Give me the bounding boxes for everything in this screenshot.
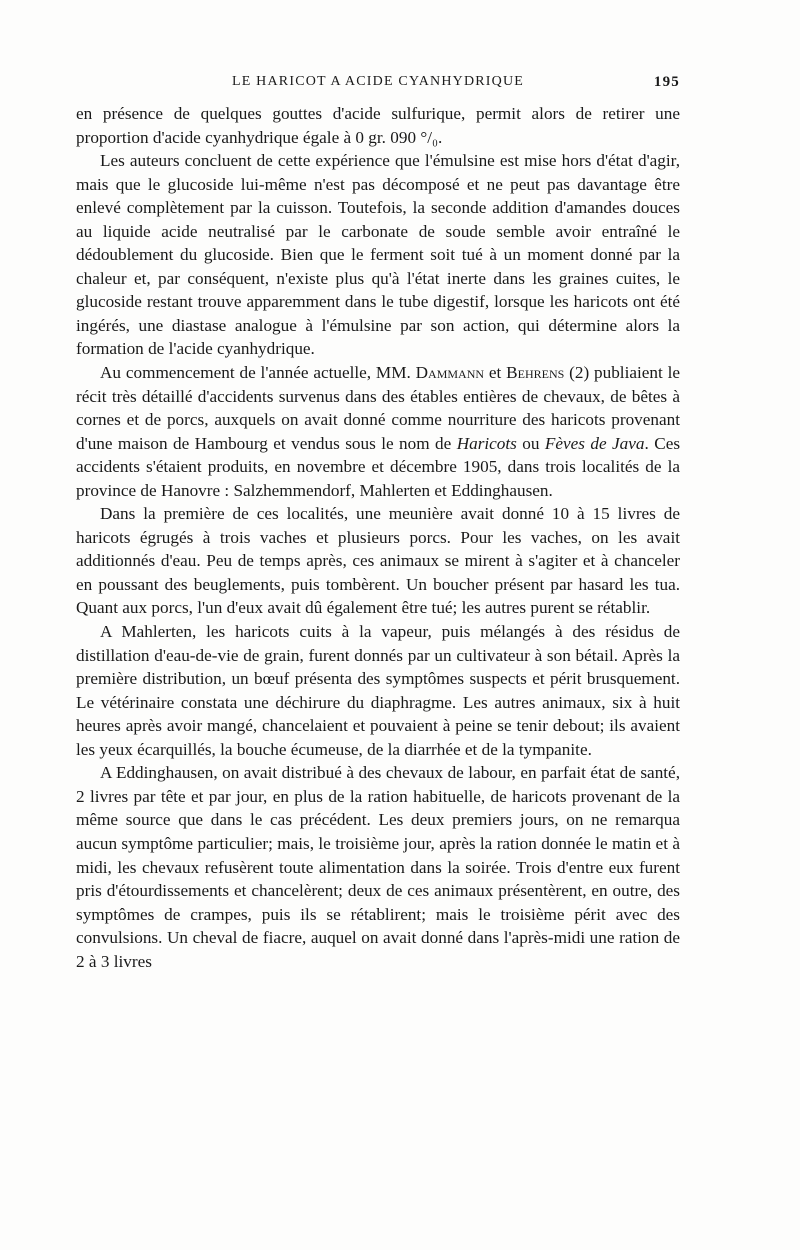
- body-text: [76, 102, 680, 973]
- text-run: . Ces accidents s'étaient produits, en novembre et décembre 1905, dans trois localités de la province de Hanovre : Salzhemmendorf, Mahlerten et Eddinghausen.: [76, 433, 681, 500]
- paragraph-eddinghausen: A Eddinghausen, on avait distribué à des chevaux de labour, en parfait état de santé, 2 livres par tête et par jour, en plus de la ration habituelle, de haricots provenant de la même source que dans le cas précédent. Les deux premiers jours, on ne remarqua aucun symptôme particulier; mais, le troisième jour, après la ration donnée le matin et à midi, les chevaux refusèrent toute alimentation dans la soirée. Trois d'entre eux furent pris d'étourdissements et chancelèrent; deux de ces animaux présentèrent, en outre, des symptômes de crampes, puis ils se rétablirent; mais le troisième périt avec des convulsions. Un cheval de fiacre, auquel on avait donné dans l'après-midi une ration de 2 à 3 livres: [76, 763, 680, 971]
- italic-term-feves-de-java: Fèves de Java: [544, 433, 645, 453]
- italic-term-haricots: Haricots: [456, 433, 517, 453]
- paragraph-authors-conclusion: Les auteurs concluent de cette expérience que l'émulsine est mise hors d'état d'agir, mais que le glucoside lui-même n'est pas décomposé et ne peut pas davantage être enlevé complètement par la cuisson. Toutefois, la seconde addition d'amandes douces au liquide acide neutralisé par le carbonate de soude semble avoir entraîné le dédoublement du glucoside. Bien que le ferment soit tué à un moment donné par la chaleur et, par conséquent, n'existe plus qu'à l'état inerte dans les graines cuites, le glucoside restant trouve apparemment dans le tube digestif, lorsque les haricots ont été ingérés, une diastase analogue à l'émulsine par son action, qui détermine alors la formation de l'acide cyanhydrique.: [76, 151, 680, 359]
- paragraph-dammann-behrens: [76, 361, 680, 502]
- running-header: [76, 74, 680, 96]
- text-run: Au commencement de l'année actuelle, MM.: [100, 363, 416, 383]
- paragraph-continuation: en présence de quelques gouttes d'acide sulfurique, permit alors de retirer une proportion d'acide cyanhydrique égale à 0 gr. 090 °/₀.: [76, 104, 680, 147]
- page-number: 195: [653, 74, 680, 90]
- text-run: (2) publiaient le récit très détaillé d'accidents survenus dans des étables entières de chevaux, de bêtes à cornes et de porcs, auxquels on avait donné comme nourriture des haricots provenant d'une maison de Hambourg et vendus sous le nom de: [76, 363, 681, 453]
- paragraph-first-locality: Dans la première de ces localités, une meunière avait donné 10 à 15 livres de haricots égrugés à trois vaches et plusieurs porcs. Pour les vaches, on les avait additionnés d'eau. Peu de temps après, ces animaux se mirent à s'agiter et à chanceler en poussant des beuglements, puis tombèrent. Un boucher présent par hasard les tua. Quant aux porcs, l'un d'eux avait dû également être tué; les autres purent se rétablir.: [76, 504, 680, 618]
- author-name-behrens: Behrens: [506, 363, 565, 383]
- paragraph-mahlerten: A Mahlerten, les haricots cuits à la vapeur, puis mélangés à des résidus de distillation d'eau-de-vie de grain, furent donnés par un cultivateur à son bétail. Après la première distribution, un bœuf présenta des symptômes suspects et périt brusquement. Le vétérinaire constata une déchirure du diaphragme. Les autres animaux, six à huit heures après avoir mangé, chancelaient et pouvaient à peine se tenir debout; ils avaient les yeux écarquillés, la bouche écumeuse, de la diarrhée et de la tympanite.: [76, 622, 680, 759]
- author-name-dammann: Dammann: [415, 363, 485, 383]
- running-title: LE HARICOT A ACIDE CYANHYDRIQUE: [231, 74, 525, 89]
- text-run: et: [484, 363, 507, 383]
- text-run: ou: [516, 433, 545, 453]
